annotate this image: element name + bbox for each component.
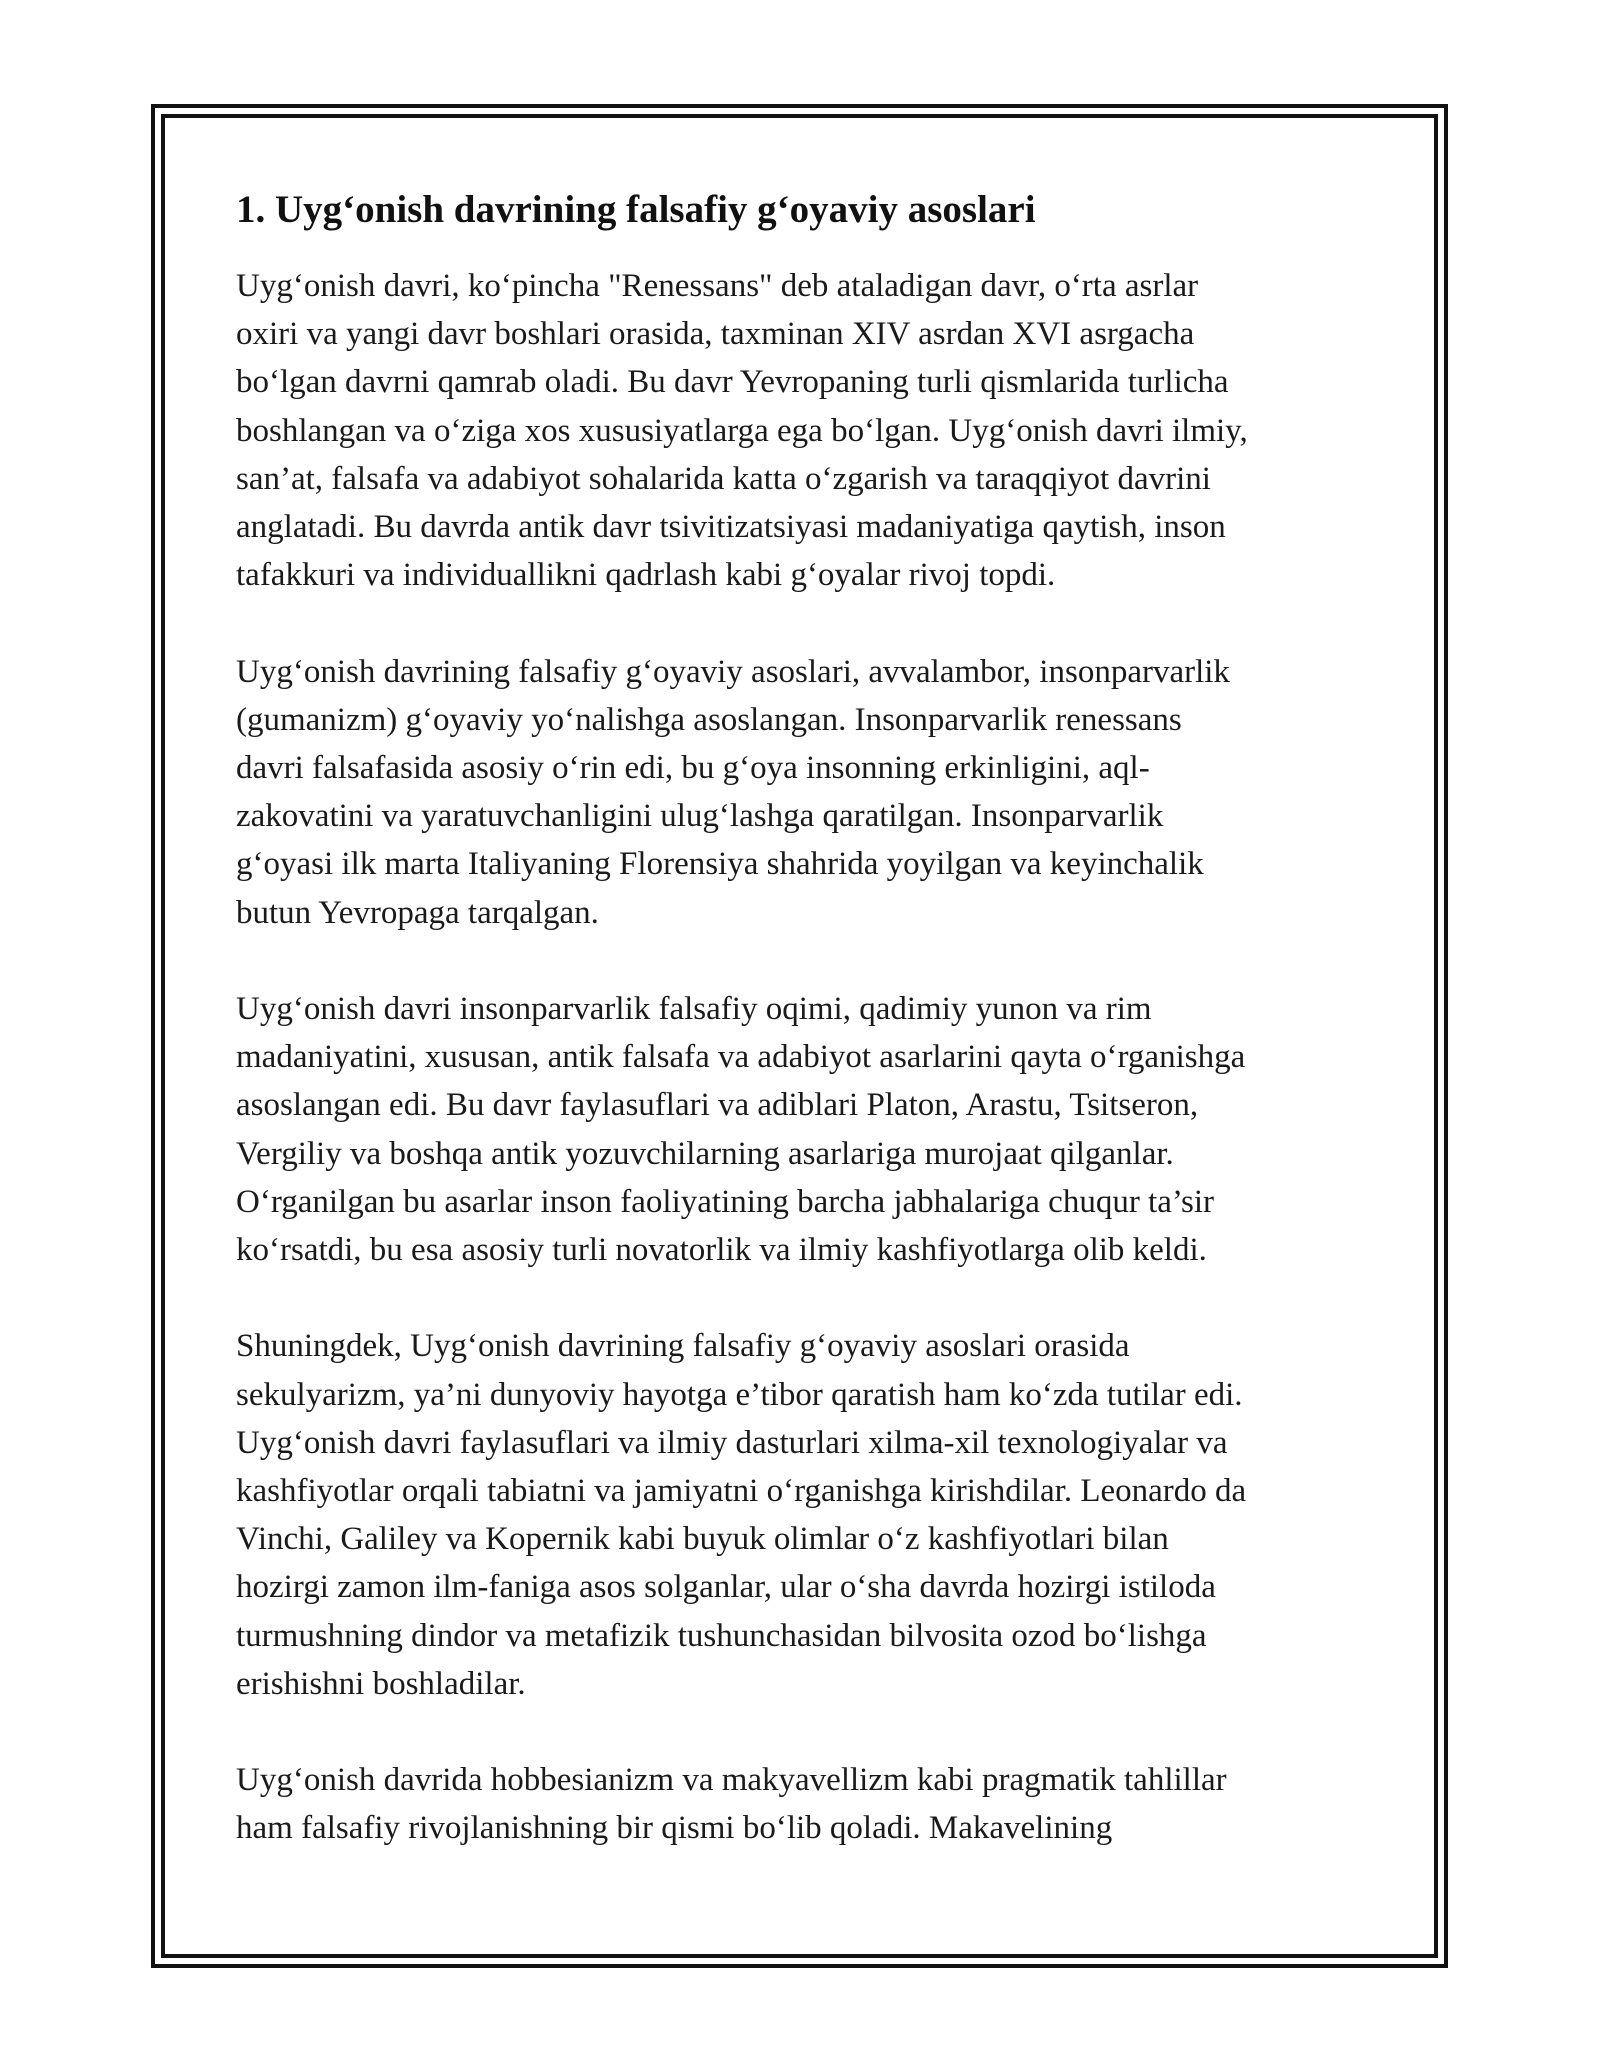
text-line: tafakkuri va individuallikni qadrlash kabi g‘oyalar rivoj topdi.	[236, 557, 1056, 594]
document-body	[236, 180, 1366, 1901]
text-line: hozirgi zamon ilm-faniga asos solganlar, ular o‘sha davrda hozirgi istiloda	[236, 1569, 1216, 1606]
text-line: Uyg‘onish davrining falsafiy g‘oyaviy asoslari, avvalambor, insonparvarlik	[236, 653, 1230, 690]
text-line: butun Yevropaga tarqalgan.	[236, 894, 599, 931]
text-line: asoslangan edi. Bu davr faylasuflari va adiblari Platon, Arastu, Tsitseron,	[236, 1087, 1199, 1124]
text-line: Uyg‘onish davri insonparvarlik falsafiy oqimi, qadimiy yunon va rim	[236, 991, 1152, 1028]
text-line: Shuningdek, Uyg‘onish davrining falsafiy g‘oyaviy asoslari orasida	[236, 1328, 1130, 1365]
text-line: zakovatini va yaratuvchanligini ulug‘lashga qaratilgan. Insonparvarlik	[236, 798, 1164, 835]
paragraph-5	[236, 1756, 1366, 1852]
text-line: Uyg‘onish davri, ko‘pincha "Renessans" deb ataladigan davr, o‘rta asrlar	[236, 268, 1199, 304]
paragraph-3	[236, 985, 1366, 1274]
text-line: san’at, falsafa va adabiyot sohalarida katta o‘zgarish va taraqqiyot davrini	[236, 460, 1211, 497]
text-line: O‘rganilgan bu asarlar inson faoliyatining barcha jabhalariga chuqur ta’sir	[236, 1183, 1215, 1220]
text-line: ham falsafiy rivojlanishning bir qismi bo‘lib qoladi. Makavelining	[236, 1810, 1113, 1847]
text-line: (gumanizm) g‘oyaviy yo‘nalishga asoslangan. Insonparvarlik renessans	[236, 701, 1182, 738]
text-line: g‘oyasi ilk marta Italiyaning Florensiya shahrida yoyilgan va keyinchalik	[236, 846, 1204, 883]
paragraph-1	[236, 262, 1366, 599]
text-line: Uyg‘onish davrida hobbesianizm va makyavellizm kabi pragmatik tahlillar	[236, 1762, 1227, 1799]
text-line: Vergiliy va boshqa antik yozuvchilarning asarlariga murojaat qilganlar.	[236, 1135, 1174, 1172]
text-line: boshlangan va o‘ziga xos xususiyatlarga ega bo‘lgan. Uyg‘onish davri ilmiy,	[236, 412, 1248, 449]
text-line: ko‘rsatdi, bu esa asosiy turli novatorlik va ilmiy kashfiyotlarga olib keldi.	[236, 1232, 1207, 1269]
text-line: madaniyatini, xususan, antik falsafa va adabiyot asarlarini qayta o‘rganishga	[236, 1039, 1246, 1076]
text-line: kashfiyotlar orqali tabiatni va jamiyatni o‘rganishga kirishdilar. Leonardo da	[236, 1473, 1247, 1510]
text-line: oxiri va yangi davr boshlari orasida, taxminan XIV asrdan XVI asrgacha	[236, 316, 1195, 353]
text-line: anglatadi. Bu davrda antik davr tsivitizatsiyasi madaniyatiga qaytish, inson	[236, 509, 1226, 546]
text-line: turmushning dindor va metafizik tushunchasidan bilvosita ozod bo‘lishga	[236, 1617, 1207, 1654]
paragraph-2	[236, 648, 1366, 937]
text-line: sekulyarizm, ya’ni dunyoviy hayotga e’tibor qaratish ham ko‘zda tutilar edi.	[236, 1376, 1243, 1413]
text-line: erishishni boshladilar.	[236, 1665, 526, 1702]
section-heading: 1. Uyg‘onish davrining falsafiy g‘oyaviy asoslari	[236, 188, 1036, 231]
text-line: Uyg‘onish davri faylasuflari va ilmiy dasturlari xilma-xil texnologiyalar va	[236, 1424, 1228, 1461]
paragraph-4	[236, 1322, 1366, 1708]
text-line: Vinchi, Galiley va Kopernik kabi buyuk olimlar o‘z kashfiyotlari bilan	[236, 1521, 1169, 1558]
text-line: davri falsafasida asosiy o‘rin edi, bu g‘oya insonning erkinligini, aql-	[236, 750, 1150, 787]
text-line: bo‘lgan davrni qamrab oladi. Bu davr Yevropaning turli qismlarida turlicha	[236, 364, 1229, 401]
